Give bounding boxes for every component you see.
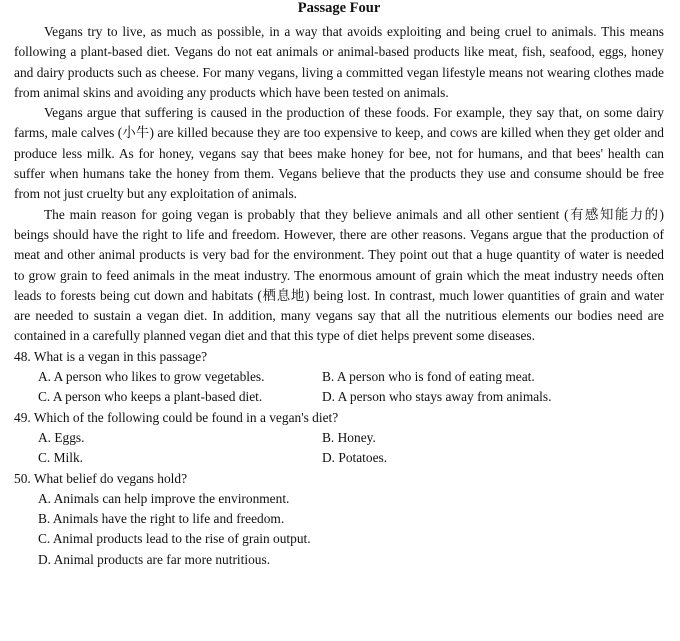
option-list <box>14 489 664 570</box>
option-d[interactable]: D. A person who stays away from animals. <box>322 389 552 405</box>
option-d[interactable]: D. Animal products are far more nutritious. <box>38 551 271 567</box>
paragraph-1: Vegans try to live, as much as possible, in a way that avoids exploiting and being cruel to animals. This means following a plant-based diet. Vegans do not eat animals or animal-based products like meat, fish, seafood, eggs, honey and dairy products such as cheese. For many vegans, living a committed vegan lifestyle means not wearing clothes made from animal skins and avoiding any products which have been tested on animals. <box>14 24 664 100</box>
option-c[interactable]: C. Milk. <box>38 450 84 466</box>
option-grid <box>14 428 664 469</box>
option-c[interactable]: C. Animal products lead to the rise of grain output. <box>38 531 311 547</box>
option-a[interactable]: A. A person who likes to grow vegetables. <box>38 369 265 385</box>
question-list <box>14 347 664 570</box>
question-48 <box>14 347 664 408</box>
option-grid <box>14 367 664 408</box>
option-c[interactable]: C. A person who keeps a plant-based diet. <box>38 389 263 405</box>
option-d[interactable]: D. Potatoes. <box>322 450 388 466</box>
paragraph-2: Vegans argue that suffering is caused in the production of these foods. For example, they say that, on some dairy farms, male calves (小牛) are killed because they are too expensive to keep, and cows are killed when they get older and produce less milk. As for honey, vegans say that bees make honey for bee, not for humans, and that bees' health can suffer when humans take the honey from them. Vegans believe that the products they use and consume should be free from not just cruelty but any exploitation of animals. <box>14 105 664 202</box>
paragraph-3: The main reason for going vegan is probably that they believe animals and all other sentient (有感知能力的) beings should have the right to life and freedom. However, there are other reasons. Vegans argue that the production of meat and other animal products is very bad for the environment. They point out that a huge quantity of water is needed to grow grain to feed animals in the meat industry. The enormous amount of grain which the meat industry needs often leads to forests being cut down and habitats (栖息地) being lost. In contrast, much lower quantities of grain and water are needed to sustain a vegan diet. In addition, many vegans say that all the nutritious elements our bodies need are contained in a carefully planned vegan diet and that this type of diet helps prevent some diseases. <box>14 206 664 344</box>
passage-body <box>14 22 664 347</box>
question-stem: 50. What belief do vegans hold? <box>14 470 188 486</box>
passage-title: Passage Four <box>297 0 381 16</box>
question-stem: 48. What is a vegan in this passage? <box>14 348 208 364</box>
question-49 <box>14 408 664 469</box>
option-b[interactable]: B. A person who is fond of eating meat. <box>322 369 535 385</box>
option-a[interactable]: A. Eggs. <box>38 429 85 445</box>
question-stem: 49. Which of the following could be found in a vegan's diet? <box>14 409 339 425</box>
option-a[interactable]: A. Animals can help improve the environment. <box>38 490 290 506</box>
option-b[interactable]: B. Animals have the right to life and freedom. <box>38 511 285 527</box>
option-b[interactable]: B. Honey. <box>322 429 376 445</box>
question-50 <box>14 469 664 570</box>
